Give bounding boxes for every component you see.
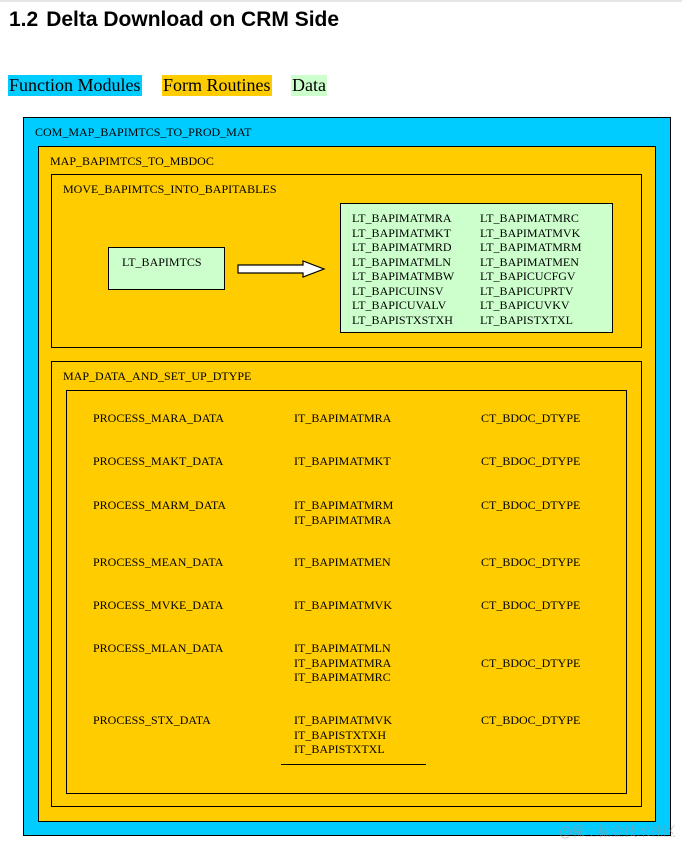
target-table: LT_BAPICUVKV (480, 298, 570, 312)
separator-line (281, 764, 426, 765)
input-table: IT_BAPISTXTXL (294, 742, 385, 756)
table-list-mean (294, 555, 391, 570)
output-dtype-mlan: CT_BDOC_DTYPE (481, 656, 581, 670)
table-list-makt (294, 454, 391, 469)
routine-process-stx-data: PROCESS_STX_DATA (93, 713, 211, 727)
output-dtype-mvke: CT_BDOC_DTYPE (481, 598, 581, 612)
move-into-bapitables-label: MOVE_BAPIMTCS_INTO_BAPITABLES (63, 182, 277, 196)
input-table: IT_BAPIMATMRA (294, 512, 392, 527)
routine-process-mlan-data: PROCESS_MLAN_DATA (93, 641, 224, 655)
input-table: IT_BAPIMATMRA (294, 655, 392, 670)
input-table: IT_BAPISTXTXH (294, 727, 386, 742)
legend-data: Data (292, 75, 326, 95)
legend-form-routines: Form Routines (163, 75, 271, 95)
function-module-label: COM_MAP_BAPIMTCS_TO_PROD_MAT (35, 125, 252, 139)
target-table: LT_BAPISTXTXL (480, 312, 573, 327)
target-tables-box (340, 203, 613, 333)
section-title: Delta Download on CRM Side (46, 8, 340, 31)
input-table: IT_BAPIMATMLN (294, 641, 391, 655)
legend-function-modules: Function Modules (9, 75, 141, 95)
routine-process-mvke-data: PROCESS_MVKE_DATA (93, 598, 224, 612)
target-tables-left-column (352, 211, 454, 327)
target-table: LT_BAPIMATMKT (352, 225, 451, 240)
output-dtype-marm: CT_BDOC_DTYPE (481, 498, 581, 512)
input-table: IT_BAPIMATMRA (294, 411, 392, 425)
table-list-mlan (294, 641, 391, 685)
target-table: LT_BAPIMATMBW (352, 269, 455, 283)
target-table: LT_BAPIMATMRC (480, 211, 579, 225)
target-tables-right-column (480, 211, 582, 327)
map-to-mbdoc-label: MAP_BAPIMTCS_TO_MBDOC (50, 154, 214, 168)
top-rule (0, 0, 682, 2)
input-table: IT_BAPIMATMEN (294, 555, 391, 569)
table-list-marm (294, 498, 393, 527)
source-table-box (108, 247, 225, 290)
target-table: LT_BAPIMATMVK (480, 225, 581, 240)
routine-process-mean-data: PROCESS_MEAN_DATA (93, 555, 224, 569)
target-table: LT_BAPIMATMRM (480, 240, 582, 254)
target-table: LT_BAPIMATMLN (352, 254, 451, 269)
target-table: LT_BAPICUVALV (352, 298, 447, 312)
map-data-setup-dtype-label: MAP_DATA_AND_SET_UP_DTYPE (63, 369, 252, 383)
output-dtype-mara: CT_BDOC_DTYPE (481, 411, 581, 425)
input-table: IT_BAPIMATMVK (294, 713, 393, 727)
input-table: IT_BAPIMATMKT (294, 454, 391, 468)
routine-process-marm-data: PROCESS_MARM_DATA (93, 498, 227, 512)
target-table: LT_BAPICUINSV (352, 283, 444, 298)
source-table-label: LT_BAPIMTCS (122, 255, 202, 269)
input-table: IT_BAPIMATMRC (294, 670, 391, 684)
output-dtype-mean: CT_BDOC_DTYPE (481, 555, 581, 569)
watermark-text: @稀土掘金技术社区 (558, 825, 676, 840)
arrow-icon (237, 260, 327, 278)
input-table: IT_BAPIMATMVK (294, 598, 393, 612)
target-table: LT_BAPICUCFGV (480, 269, 576, 283)
target-table: LT_BAPIMATMEN (480, 254, 579, 269)
target-table: LT_BAPIMATMRD (352, 240, 452, 254)
table-list-stx (294, 713, 392, 757)
target-table: LT_BAPIMATMRA (352, 211, 452, 225)
output-dtype-stx: CT_BDOC_DTYPE (481, 713, 581, 727)
target-table: LT_BAPICUPRTV (480, 283, 574, 298)
target-table: LT_BAPISTXSTXH (352, 312, 453, 327)
table-list-mara (294, 411, 391, 426)
routine-process-makt-data: PROCESS_MAKT_DATA (93, 454, 224, 468)
page-title (9, 8, 339, 32)
table-list-mvke (294, 598, 392, 613)
routine-process-mara-data: PROCESS_MARA_DATA (93, 411, 225, 425)
output-dtype-makt: CT_BDOC_DTYPE (481, 454, 581, 468)
input-table: IT_BAPIMATMRM (294, 498, 394, 512)
section-number: 1.2 (9, 8, 39, 31)
